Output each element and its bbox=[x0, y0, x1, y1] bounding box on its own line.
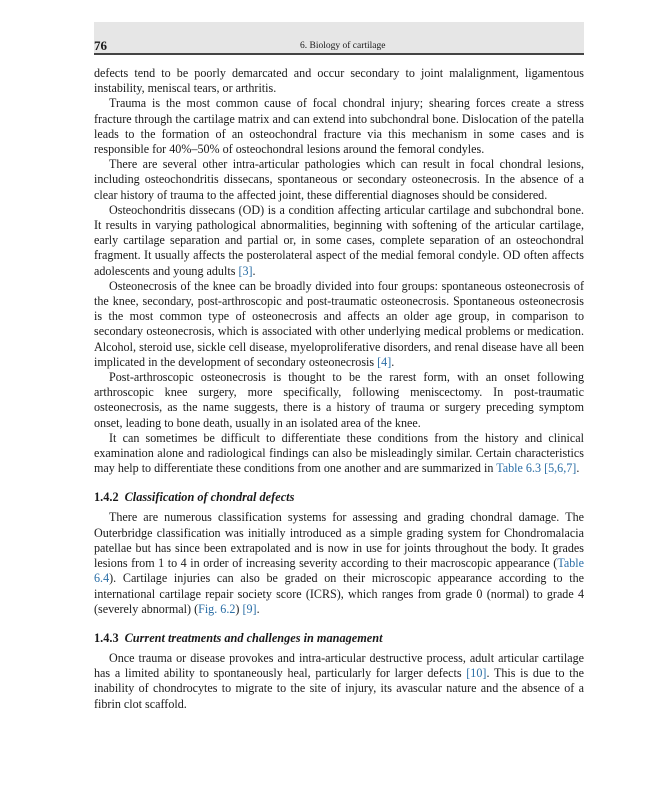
citation-link[interactable]: [9] bbox=[242, 601, 257, 616]
paragraph: Osteonecrosis of the knee can be broadly divided into four groups: spontaneous osteonecrosis of the knee, secondary, post-arthroscopic and post-traumatic osteonecrosis. Spontaneous osteonecrosis is the most common type of osteonecrosis and affects an older age group, in comparison to secondary osteonecrosis, which is associated with other underlying medical problems or medication. Alcohol, steroid use, sickle cell disease, myeloproliferative disorders, and renal disease have all been implicated in the development of secondary osteonecrosis [4]. bbox=[94, 278, 584, 369]
paragraph: There are numerous classification systems for assessing and grading chondral damage. The Outerbridge classification was initially introduced as a simple grading system for Chondromalacia patellae but has since been extrapolated and is now in use for joints throughout the body. It grades lesions from 1 to 4 in order of increasing severity according to their macroscopic appearance (Table 6.4). Cartilage injuries can also be graded on their microscopic appearance according to the international cartilage repair society score (ICRS), which ranges from grade 0 (normal) to grade 4 (severely abnormal) (Fig. 6.2) [9]. bbox=[94, 510, 584, 616]
paragraph: Trauma is the most common cause of focal chondral injury; shearing forces create a stress fracture through the cartilage matrix and can extend into subchondral bone. Dislocation of the patella leads to the formation of an osteochondral fracture via this mechanism in some cases and is responsible for 40%–50% of osteochondral lesions around the femoral condyles. bbox=[94, 96, 584, 157]
section-heading-1-4-3: 1.4.3 Current treatments and challenges in management bbox=[94, 630, 383, 645]
figure-link[interactable]: Fig. 6.2 bbox=[198, 601, 236, 616]
citation-link[interactable]: [4] bbox=[377, 354, 392, 369]
running-title: 6. Biology of cartilage bbox=[300, 41, 386, 51]
paragraph: Post-arthroscopic osteonecrosis is thought to be the rarest form, with an onset following arthroscopic knee surgery, more specifically, following meniscectomy. In post-traumatic osteonecrosis, as the name suggests, there is a history of trauma or surgery preceding symptom onset, leading to bone death, usually in an isolated area of the knee. bbox=[94, 370, 584, 430]
paragraph: There are several other intra-articular pathologies which can result in focal chondral lesions, including osteochondritis dissecans, spontaneous or secondary osteonecrosis. In the absence of a clear history of trauma to the affected joint, these differential diagnoses should be considered. bbox=[94, 157, 584, 202]
paragraph: defects tend to be poorly demarcated and occur secondary to joint malalignment, ligamentous instability, meniscal tears, or arthritis. bbox=[94, 66, 584, 96]
paragraph: Once trauma or disease provokes and intra-articular destructive process, adult articular cartilage has a limited ability to spontaneously heal, particularly for larger defects [10]. This is due to the inability of chondrocytes to migrate to the site of injury, its avascular nature and the absence of a fibrin clot scaffold. bbox=[94, 650, 584, 711]
page-number: 76 bbox=[94, 38, 107, 53]
table-link[interactable]: Table 6.3 [5,6,7] bbox=[496, 461, 577, 476]
citation-link[interactable]: [10] bbox=[466, 666, 487, 681]
paragraph: It can sometimes be difficult to differentiate these conditions from the history and clinical examination alone and radiological findings can also be misleadingly similar. Certain characteristics may help to differentiate these conditions from one another and are summarized in Table 6.3 [5,6,7]. bbox=[94, 430, 584, 476]
section-heading-1-4-2: 1.4.2 Classification of chondral defects bbox=[94, 490, 295, 505]
header-rule bbox=[94, 53, 584, 55]
table-link[interactable]: Table 6.4 bbox=[94, 556, 584, 586]
body-text bbox=[94, 66, 584, 712]
paragraph: Osteochondritis dissecans (OD) is a condition affecting articular cartilage and subchondral bone. It results in varying pathological abnormalities, beginning with softening of the articular cartilage, early cartilage separation and partial or, in some cases, complete separation of an osteochondral fragment. It usually affects the posterolateral aspect of the medial femoral condyle. OD often affects adolescents and young adults [3]. bbox=[94, 202, 584, 278]
citation-link[interactable]: [3] bbox=[238, 263, 253, 278]
